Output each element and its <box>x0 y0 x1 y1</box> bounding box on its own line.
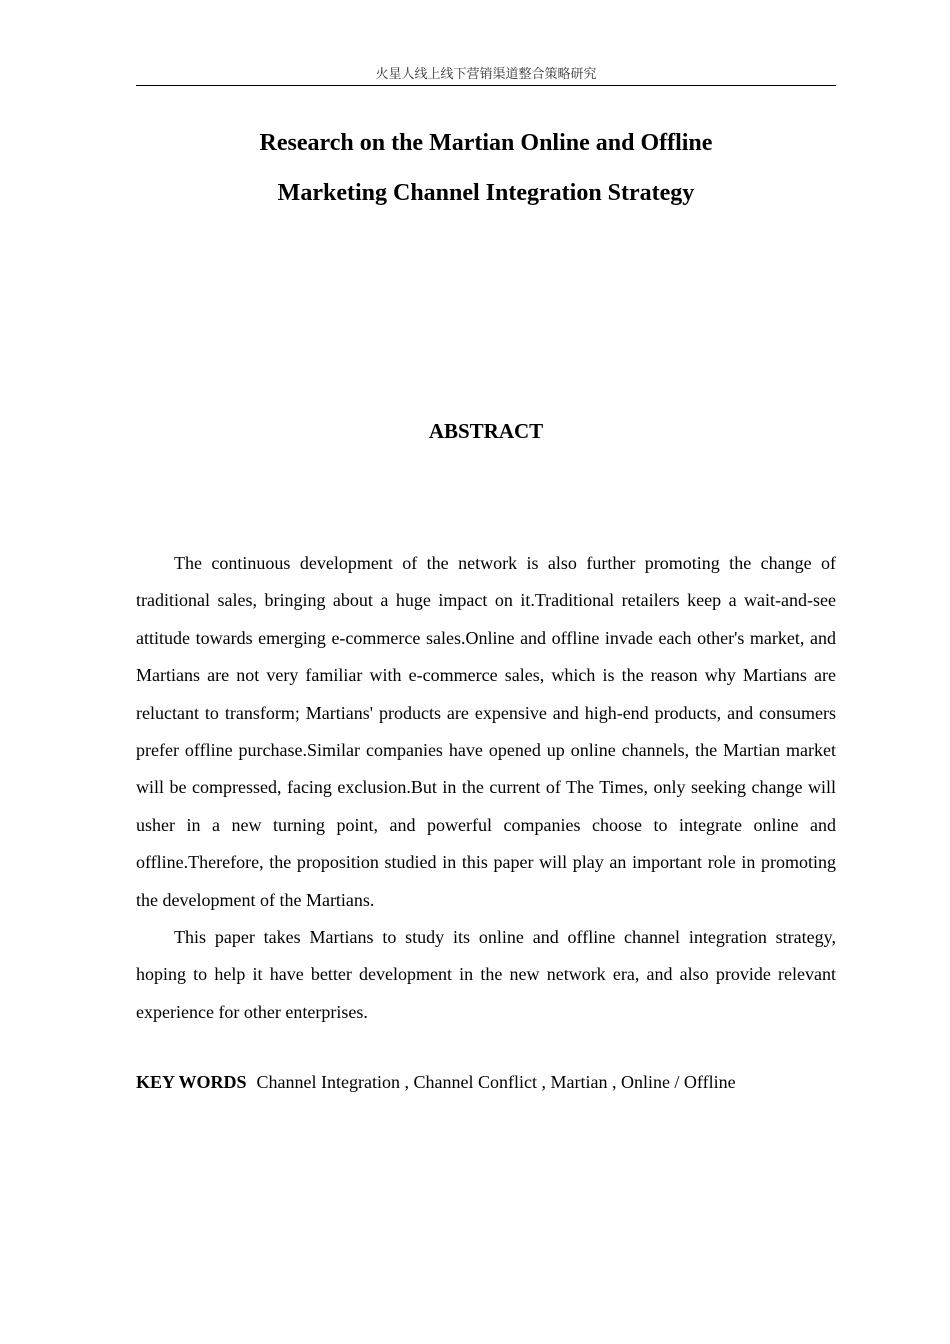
abstract-paragraph-1: The continuous development of the network is also further promoting the change of traditional sales, bringing about a huge impact on it.Traditional retailers keep a wait-and-see attitude towards emerging e-commerce sales.Online and offline invade each other's market, and Martians are not very familiar with e-commerce sales, which is the reason why Martians are reluctant to transform; Martians' products are expensive and high-end products, and consumers prefer offline purchase.Similar companies have opened up online channels, the Martian market will be compressed, facing exclusion.But in the current of The Times, only seeking change will usher in a new turning point, and powerful companies choose to integrate online and offline.Therefore, the proposition studied in this paper will play an important role in promoting the development of the Martians. <box>136 553 836 910</box>
keywords-text: Channel Integration , Channel Conflict , Martian , Online / Offline <box>256 1072 736 1092</box>
paper-title <box>136 118 836 218</box>
paper-title-line-2: Marketing Channel Integration Strategy <box>277 180 695 206</box>
keywords-line <box>136 1064 836 1100</box>
abstract-heading: ABSTRACT <box>428 419 544 443</box>
header-rule <box>136 85 836 86</box>
paper-title-line-1: Research on the Martian Online and Offline <box>259 130 713 156</box>
running-header: 火星人线上线下营销渠道整合策略研究 <box>375 67 597 82</box>
keywords-label: KEY WORDS <box>136 1072 247 1092</box>
abstract-body <box>136 545 836 1031</box>
abstract-paragraph-2: This paper takes Martians to study its online and offline channel integration strategy, hoping to help it have better development in the new network era, and also provide relevant experience for other enterprises. <box>136 927 836 1022</box>
